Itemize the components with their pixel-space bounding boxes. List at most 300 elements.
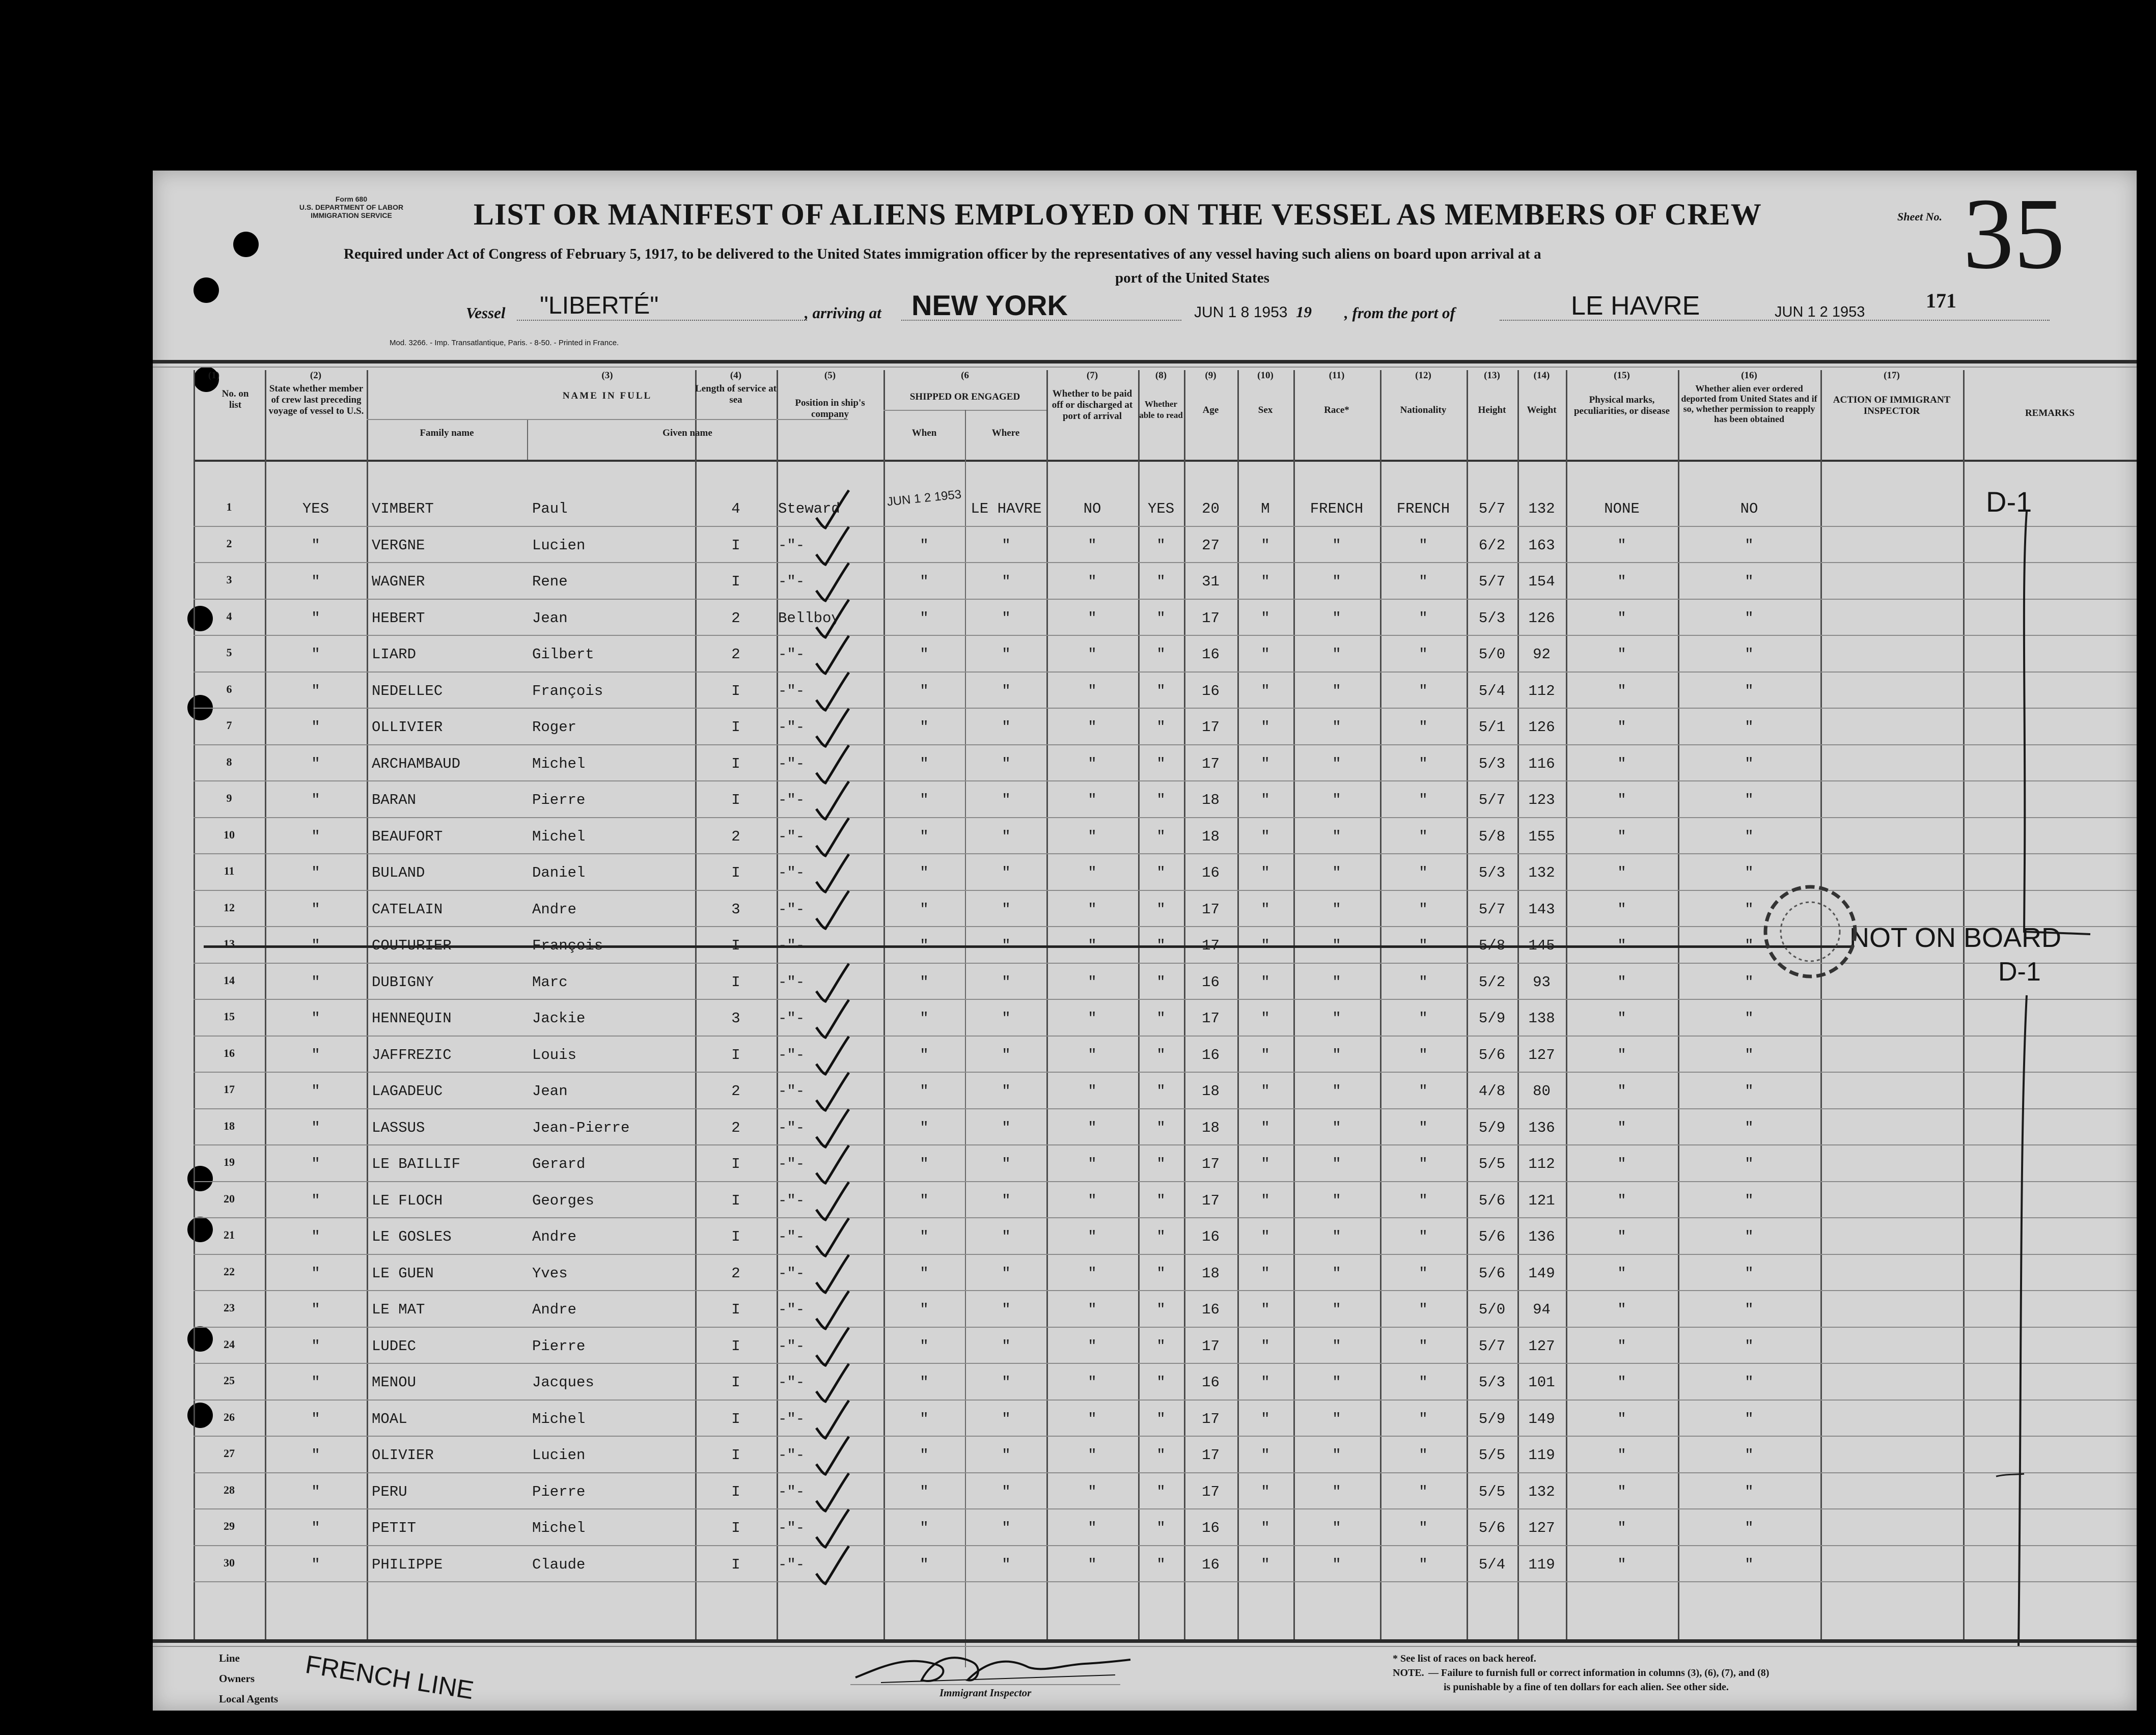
cell-read: " — [1156, 1337, 1166, 1355]
agents-label: Local Agents — [219, 1693, 279, 1705]
cell-given: Pierre — [532, 1337, 586, 1355]
cell-marks: " — [1617, 1447, 1626, 1464]
table-row — [153, 674, 2137, 710]
remarks-title: REMARKS — [2025, 408, 2075, 418]
cell-race: " — [1332, 901, 1341, 918]
cell-height: 5/1 — [1478, 719, 1506, 736]
cell-read: " — [1156, 973, 1166, 991]
cell-marks: " — [1617, 901, 1626, 918]
cell-weight: 112 — [1528, 1156, 1555, 1172]
col6-title: SHIPPED OR ENGAGED — [909, 391, 1020, 402]
cell-no: 11 — [224, 864, 235, 877]
cell-height: 5/3 — [1478, 609, 1506, 627]
cell-sex: " — [1261, 1228, 1270, 1245]
cell-no: 3 — [226, 573, 232, 586]
cell-deported: " — [1745, 792, 1754, 808]
row-rule — [194, 1290, 2137, 1291]
cell-where: " — [1002, 537, 1011, 554]
cell-height: 5/3 — [1478, 864, 1506, 881]
cell-race: " — [1332, 937, 1341, 954]
cell-height: 5/6 — [1478, 1265, 1506, 1282]
cell-service: I — [731, 937, 740, 954]
row-rule — [194, 1327, 2137, 1328]
cell-paid: " — [1088, 1010, 1097, 1027]
cell-read: " — [1156, 1520, 1166, 1536]
col2-num: (2) — [310, 370, 322, 381]
cell-when: " — [920, 1010, 929, 1027]
cell-deported: " — [1745, 1556, 1754, 1573]
cell-read: " — [1156, 573, 1166, 590]
cell-height: 5/4 — [1478, 682, 1506, 699]
cell-nat: " — [1419, 973, 1428, 991]
cell-race: " — [1332, 1265, 1341, 1282]
cell-nat: " — [1419, 1337, 1428, 1355]
cell-when: " — [920, 537, 929, 554]
cell-nat: FRENCH — [1396, 500, 1450, 517]
cell-paid: " — [1088, 1156, 1097, 1172]
cell-height: 4/8 — [1478, 1083, 1506, 1100]
cell-where: " — [1002, 1156, 1011, 1172]
cell-age: 17 — [1202, 609, 1220, 627]
cell-no: 4 — [226, 609, 232, 623]
cell-read: " — [1156, 646, 1166, 663]
cell-position: -"- — [778, 1520, 805, 1536]
row-13-strike — [204, 945, 1854, 948]
cell-race: " — [1332, 973, 1341, 991]
cell-service: I — [731, 1374, 740, 1391]
cell-race: " — [1332, 1337, 1341, 1355]
cell-paid: " — [1088, 1046, 1097, 1064]
cell-race: FRENCH — [1310, 500, 1364, 517]
cell-read: " — [1156, 1083, 1166, 1100]
cell-read: " — [1156, 1265, 1166, 1282]
cell-position: -"- — [778, 682, 805, 699]
cell-deported: " — [1745, 1119, 1754, 1136]
cell-race: " — [1332, 864, 1341, 881]
cell-sex: " — [1261, 537, 1270, 554]
cell-given: Paul — [532, 500, 568, 517]
table-row — [153, 1474, 2137, 1511]
table-row — [153, 1001, 2137, 1038]
table-row — [153, 1074, 2137, 1110]
cell-when: " — [920, 719, 929, 736]
cell-nat: " — [1419, 1374, 1428, 1391]
inspector-label: Immigrant Inspector — [939, 1687, 1032, 1699]
col12-title: Nationality — [1400, 405, 1447, 415]
cell-prev: " — [311, 1447, 320, 1464]
table-row — [153, 1219, 2137, 1256]
cell-sex: " — [1261, 1192, 1270, 1209]
cell-nat: " — [1419, 646, 1428, 663]
cell-race: " — [1332, 537, 1341, 554]
cell-deported: " — [1745, 901, 1754, 918]
cell-when: " — [920, 1301, 929, 1318]
cell-service: I — [731, 537, 740, 554]
cell-paid: " — [1088, 1447, 1097, 1464]
cell-position: Steward — [778, 500, 840, 517]
cell-no: 24 — [224, 1337, 235, 1351]
cell-height: 5/5 — [1478, 1156, 1506, 1172]
cell-given: Jacques — [532, 1374, 594, 1391]
col1-title: No. on list — [222, 388, 249, 410]
cell-family: LE GOSLES — [372, 1228, 452, 1245]
cell-when: " — [920, 1447, 929, 1464]
cell-sex: " — [1261, 755, 1270, 772]
row-rule — [194, 1217, 2137, 1218]
table-row — [153, 564, 2137, 601]
cell-family: MOAL — [372, 1410, 407, 1428]
cell-age: 17 — [1202, 1410, 1220, 1428]
cell-paid: " — [1088, 1301, 1097, 1318]
col4-title: Length of service at sea — [695, 383, 777, 405]
cell-age: 16 — [1202, 1228, 1220, 1245]
cell-when: " — [920, 682, 929, 699]
table-row — [153, 1438, 2137, 1474]
cell-age: 18 — [1202, 792, 1220, 808]
cell-paid: " — [1088, 1374, 1097, 1391]
table-row — [153, 710, 2137, 746]
cell-where: " — [1002, 682, 1011, 699]
cell-deported: " — [1745, 1483, 1754, 1500]
cell-service: 3 — [731, 901, 740, 918]
cell-read: " — [1156, 1301, 1166, 1318]
cell-nat: " — [1419, 1483, 1428, 1500]
cell-weight: 154 — [1528, 573, 1555, 590]
cell-deported: " — [1745, 646, 1754, 663]
cell-family: LE FLOCH — [372, 1192, 443, 1209]
cell-when: " — [920, 646, 929, 663]
cell-race: " — [1332, 609, 1341, 627]
table-row — [153, 1547, 2137, 1584]
col14-title: Weight — [1527, 405, 1557, 415]
cell-where: " — [1002, 1337, 1011, 1355]
cell-paid: " — [1088, 719, 1097, 736]
row-rule — [194, 853, 2137, 854]
cell-deported: " — [1745, 1520, 1754, 1536]
cell-paid: " — [1088, 937, 1097, 954]
col10-title: Sex — [1258, 405, 1273, 415]
cell-height: 5/9 — [1478, 1010, 1506, 1027]
cell-given: Marc — [532, 973, 568, 991]
imprint: Mod. 3266. - Imp. Transatlantique, Paris. - 8-50. - Printed in France. — [390, 339, 619, 347]
cell-height: 5/6 — [1478, 1520, 1506, 1536]
cell-weight: 126 — [1528, 719, 1555, 736]
cell-prev: " — [311, 646, 320, 663]
cell-race: " — [1332, 1301, 1341, 1318]
cell-age: 16 — [1202, 682, 1220, 699]
cell-no: 9 — [226, 792, 232, 804]
cell-family: LE MAT — [372, 1301, 425, 1318]
cell-position: -"- — [778, 646, 805, 663]
cell-when: " — [920, 1265, 929, 1282]
cell-prev: " — [311, 973, 320, 991]
cell-family: BARAN — [372, 792, 417, 808]
cell-family: OLLIVIER — [372, 719, 443, 736]
col12-num: (12) — [1415, 370, 1431, 381]
cell-given: François — [532, 682, 603, 699]
manifest-title: LIST OR MANIFEST OF ALIENS EMPLOYED ON THE VESSEL AS MEMBERS OF CREW — [474, 198, 1762, 231]
cell-family: VERGNE — [372, 537, 425, 554]
table-row — [153, 637, 2137, 674]
header-bottom-rule — [194, 460, 2137, 462]
col7-num: (7) — [1086, 370, 1098, 381]
cell-when: " — [920, 573, 929, 590]
from-port: LE HAVRE — [1571, 291, 1700, 321]
cell-sex: " — [1261, 1556, 1270, 1573]
cell-weight: 132 — [1528, 1483, 1555, 1500]
cell-given: Jean — [532, 1083, 568, 1100]
cell-prev: " — [311, 609, 320, 627]
cell-read: " — [1156, 1483, 1166, 1500]
owners-label: Owners — [219, 1672, 255, 1685]
cell-given: Jean — [532, 609, 568, 627]
cell-service: I — [731, 1556, 740, 1573]
cell-service: I — [731, 1228, 740, 1245]
cell-paid: " — [1088, 901, 1097, 918]
line-label: Line — [219, 1652, 240, 1664]
cell-nat: " — [1419, 1228, 1428, 1245]
subtitle-line-2: port of the United States — [1115, 270, 1269, 286]
cell-position: -"- — [778, 1156, 805, 1172]
col13-num: (13) — [1484, 370, 1500, 381]
cell-paid: " — [1088, 1410, 1097, 1428]
cell-race: " — [1332, 682, 1341, 699]
cell-marks: " — [1617, 1410, 1626, 1428]
cell-prev: " — [311, 1265, 320, 1282]
cell-where: " — [1002, 1374, 1011, 1391]
cell-nat: " — [1419, 1083, 1428, 1100]
cell-no: 20 — [224, 1192, 235, 1205]
cell-where: " — [1002, 573, 1011, 590]
cell-no: 28 — [224, 1483, 235, 1496]
col17-title: ACTION OF IMMIGRANT INSPECTOR — [1833, 395, 1951, 416]
cell-marks: " — [1617, 1520, 1626, 1536]
year-suffix: 19 — [1296, 303, 1312, 321]
cell-paid: " — [1088, 1192, 1097, 1209]
cell-where: " — [1002, 1192, 1011, 1209]
cell-read: " — [1156, 864, 1166, 881]
cell-prev: " — [311, 1046, 320, 1064]
cell-height: 5/7 — [1478, 573, 1506, 590]
table-row — [153, 1365, 2137, 1402]
cell-prev: " — [311, 901, 320, 918]
cell-height: 5/3 — [1478, 755, 1506, 772]
cell-position: -"- — [778, 1265, 805, 1282]
cell-height: 5/5 — [1478, 1483, 1506, 1500]
cell-race: " — [1332, 755, 1341, 772]
cell-weight: 94 — [1533, 1301, 1551, 1318]
cell-where: " — [1002, 1265, 1011, 1282]
cell-given: Claude — [532, 1556, 586, 1573]
cell-no: 8 — [226, 755, 232, 768]
cell-paid: " — [1088, 792, 1097, 808]
cell-height: 5/6 — [1478, 1046, 1506, 1064]
cell-prev: " — [311, 864, 320, 881]
cell-prev: YES — [302, 500, 329, 517]
cell-no: 6 — [226, 682, 232, 695]
cell-nat: " — [1419, 1301, 1428, 1318]
cell-nat: " — [1419, 828, 1428, 845]
row-rule — [194, 1036, 2137, 1037]
cell-service: I — [731, 1520, 740, 1536]
cell-position: -"- — [778, 573, 805, 590]
cell-where: " — [1002, 1483, 1011, 1500]
row-rule — [194, 1254, 2137, 1255]
cell-no: 7 — [226, 719, 232, 732]
cell-weight: 116 — [1528, 755, 1555, 772]
cell-race: " — [1332, 1556, 1341, 1573]
cell-height: 5/3 — [1478, 1374, 1506, 1391]
cell-no: 26 — [224, 1410, 235, 1423]
cell-service: I — [731, 1192, 740, 1209]
cell-sex: " — [1261, 1010, 1270, 1027]
departure-date-stamp: JUN 1 2 1953 — [1775, 304, 1865, 320]
cell-service: 2 — [731, 646, 740, 663]
cell-weight: 80 — [1533, 1083, 1551, 1100]
cell-family: VIMBERT — [372, 500, 434, 517]
cell-read: " — [1156, 1228, 1166, 1245]
cell-deported: " — [1745, 1010, 1754, 1027]
cell-age: 17 — [1202, 937, 1220, 954]
vessel-name: "LIBERTÉ" — [540, 292, 659, 319]
cell-age: 17 — [1202, 755, 1220, 772]
cell-nat: " — [1419, 573, 1428, 590]
cell-weight: 163 — [1528, 537, 1555, 554]
cell-read: " — [1156, 1410, 1166, 1428]
cell-nat: " — [1419, 719, 1428, 736]
cell-sex: " — [1261, 609, 1270, 627]
cell-nat: " — [1419, 1265, 1428, 1282]
cell-marks: " — [1617, 719, 1626, 736]
cell-prev: " — [311, 1337, 320, 1355]
cell-race: " — [1332, 1447, 1341, 1464]
cell-sex: M — [1261, 500, 1270, 517]
cell-given: Yves — [532, 1265, 568, 1282]
cell-sex: " — [1261, 1374, 1270, 1391]
cell-deported: " — [1745, 1265, 1754, 1282]
note-label: NOTE. — [1393, 1667, 1424, 1678]
cell-prev: " — [311, 1483, 320, 1500]
cell-service: I — [731, 1447, 740, 1464]
cell-race: " — [1332, 1119, 1341, 1136]
cell-service: 2 — [731, 1083, 740, 1100]
arriving-label: , arriving at — [805, 304, 881, 322]
sheet-label: Sheet No. — [1897, 210, 1942, 223]
cell-deported: " — [1745, 1156, 1754, 1172]
cell-deported: " — [1745, 537, 1754, 554]
cell-when: " — [920, 1520, 929, 1536]
col10-num: (10) — [1257, 370, 1274, 381]
row-rule — [194, 1363, 2137, 1364]
cell-age: 17 — [1202, 1156, 1220, 1172]
table-row — [153, 782, 2137, 819]
cell-age: 17 — [1202, 1447, 1220, 1464]
cell-given: Pierre — [532, 792, 586, 808]
cell-age: 16 — [1202, 973, 1220, 991]
cell-age: 17 — [1202, 1010, 1220, 1027]
cell-when: " — [920, 1556, 929, 1573]
table-row — [153, 1402, 2137, 1438]
cell-race: " — [1332, 792, 1341, 808]
cell-position: -"- — [778, 755, 805, 772]
cell-read: " — [1156, 937, 1166, 954]
cell-prev: " — [311, 937, 320, 954]
cell-race: " — [1332, 1520, 1341, 1536]
note-text-1: — Failure to furnish full or correct information in columns (3), (6), (7), and (8) — [1428, 1667, 1770, 1678]
cell-when: " — [920, 1083, 929, 1100]
table-row — [153, 1292, 2137, 1329]
cell-sex: " — [1261, 719, 1270, 736]
cell-no: 30 — [224, 1556, 235, 1569]
cell-deported: " — [1745, 719, 1754, 736]
cell-marks: " — [1617, 1265, 1626, 1282]
col15-title: Physical marks, peculiarities, or disease — [1573, 395, 1670, 416]
cell-service: I — [731, 1483, 740, 1500]
cell-age: 18 — [1202, 828, 1220, 845]
cell-marks: " — [1617, 864, 1626, 881]
inspector-line — [850, 1684, 1120, 1685]
cell-marks: " — [1617, 1374, 1626, 1391]
cell-service: I — [731, 1337, 740, 1355]
col8-num: (8) — [1155, 370, 1167, 381]
cell-sex: " — [1261, 1083, 1270, 1100]
cell-when: JUN 1 2 1953 — [886, 487, 962, 509]
cell-sex: " — [1261, 1447, 1270, 1464]
cell-sex: " — [1261, 1301, 1270, 1318]
cell-service: I — [731, 755, 740, 772]
cell-prev: " — [311, 1556, 320, 1573]
cell-deported: " — [1745, 1083, 1754, 1100]
cell-position: -"- — [778, 1410, 805, 1428]
cell-position: -"- — [778, 1010, 805, 1027]
cell-when: " — [920, 864, 929, 881]
cell-marks: " — [1617, 682, 1626, 699]
col9-num: (9) — [1205, 370, 1217, 381]
cell-weight: 93 — [1533, 973, 1551, 991]
cell-deported: " — [1745, 609, 1754, 627]
cell-read: " — [1156, 1192, 1166, 1209]
cell-where: " — [1002, 792, 1011, 808]
cell-age: 16 — [1202, 1374, 1220, 1391]
cell-family: WAGNER — [372, 573, 425, 590]
cell-where: " — [1002, 973, 1011, 991]
cell-sex: " — [1261, 1156, 1270, 1172]
form-line: Form 680 — [335, 195, 368, 203]
table-row — [153, 1183, 2137, 1220]
col9-title: Age — [1202, 405, 1219, 415]
row-rule — [194, 1508, 2137, 1509]
cell-marks: " — [1617, 1483, 1626, 1500]
cell-nat: " — [1419, 1410, 1428, 1428]
cell-age: 27 — [1202, 537, 1220, 554]
col1-num: (1) — [208, 370, 220, 381]
cell-nat: " — [1419, 1447, 1428, 1464]
col8-title: Whether able to read — [1139, 399, 1183, 420]
cell-no: 21 — [224, 1228, 235, 1241]
row-rule — [194, 817, 2137, 818]
footer-top-rule-2 — [153, 1646, 2137, 1647]
cell-read: " — [1156, 1556, 1166, 1573]
cell-given: Michel — [532, 828, 586, 845]
cell-service: I — [731, 719, 740, 736]
cell-marks: NONE — [1604, 500, 1640, 517]
cell-sex: " — [1261, 1265, 1270, 1282]
cell-nat: " — [1419, 1192, 1428, 1209]
cell-position: -"- — [778, 1374, 805, 1391]
cell-nat: " — [1419, 1119, 1428, 1136]
cell-deported: " — [1745, 864, 1754, 881]
cell-weight: 149 — [1528, 1410, 1555, 1428]
